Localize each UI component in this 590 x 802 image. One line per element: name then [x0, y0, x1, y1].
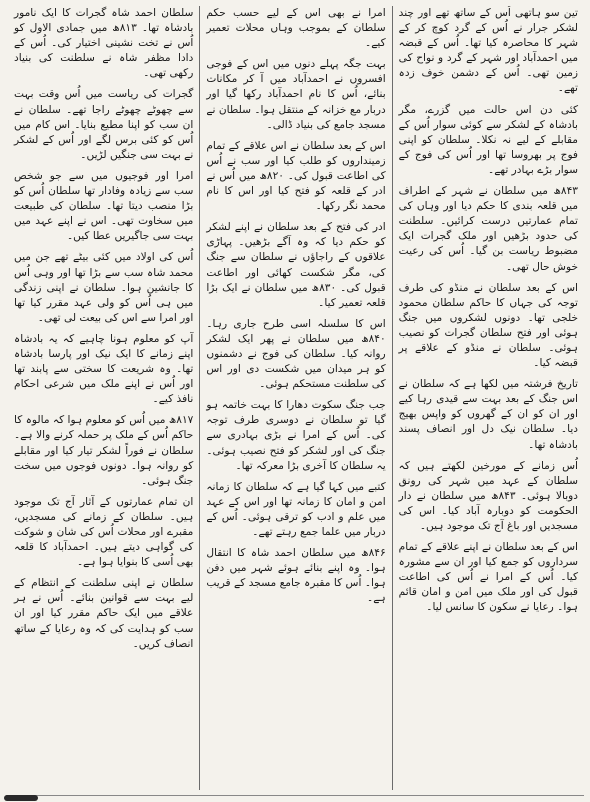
paragraph: تاریخ فرشتہ میں لکھا ہے کہ سلطان نے اس جنگ کے بعد بہت سے قیدی رہا کیے اور ان کو ان کے گھروں کو واپس بھیج دیا۔ سلطان نیک دل اور انصاف پسند بادشاہ تھا۔	[398, 378, 578, 451]
paragraph: اس کا سلسلہ اسی طرح جاری رہا۔ ۸۴۰ھ میں سلطان نے پھر ایک لشکر روانہ کیا۔ سلطان کی فوج نے دشمنوں کو ہر میدان میں شکست دی اور اس کی سلطنت مستحکم ہوئی۔	[206, 317, 386, 391]
paragraph: ۸۴۶ھ میں سلطان احمد شاہ کا انتقال ہوا۔ وہ اپنے بنائے ہوئے شہر میں دفن ہوا۔ اُس کا مقبرہ جامع مسجد کے قریب ہے۔	[206, 547, 386, 605]
paragraph: اس کے بعد سلطان نے اپنے علاقے کے تمام سرداروں کو جمع کیا اور ان سے مشورہ کیا۔ اُس کے امرا نے اُس کی اطاعت قبول کی اور ملک میں امن و امان قائم ہوا۔ رعایا نے سکون کا سانس لیا۔	[398, 541, 578, 614]
paragraph: جب جنگ سکوت دھارا کا بہت خاتمہ ہو گیا تو سلطان نے دوسری طرف توجہ کی۔ اُس کے امرا نے بڑی بہادری سے جنگ کی اور لشکر کو فتح نصیب ہوئی۔ یہ سلطان کا آخری بڑا معرکہ تھا۔	[206, 399, 386, 472]
column-left	[8, 6, 200, 790]
column-middle	[200, 6, 392, 790]
paragraph: ادر کی فتح کے بعد سلطان نے اپنے لشکر کو حکم دیا کہ وہ آگے بڑھیں۔ پہاڑی علاقوں کے راجاؤں نے سلطان سے جنگ کی، مگر شکست کھائی اور اطاعت قبول کی۔ ۸۳۰ھ میں سلطان نے ایک بڑا قلعہ تعمیر کیا۔	[206, 221, 386, 309]
paragraph: سلطان احمد شاہ گجرات کا ایک نامور بادشاہ تھا۔ ۸۱۳ھ میں جمادی الاول کو اُس نے تخت نشینی اختیار کی۔ اُس کے دادا مظفر شاہ نے سلطنت کی بنیاد رکھی تھی۔	[14, 7, 194, 80]
paragraph: ۸۱۷ھ میں اُس کو معلوم ہوا کہ مالوہ کا حاکم اُس کے ملک پر حملہ کرنے والا ہے۔ سلطان نے فوراً لشکر تیار کیا اور مقابلے کو روانہ ہوا۔ دونوں فوجوں میں سخت جنگ ہوئی۔	[14, 414, 194, 487]
paragraph: امرا اور فوجیوں میں سے جو شخص سب سے زیادہ وفادار تھا سلطان اُس کو بڑا منصب دیتا تھا۔ سلطان کی طبیعت میں سخاوت تھی۔ اس نے اپنے عہد میں بہت سی جاگیریں عطا کیں۔	[14, 169, 194, 243]
paragraph: سلطان نے اپنی سلطنت کے انتظام کے لیے بہت سے قوانین بنائے۔ اُس نے ہر علاقے میں ایک حاکم مقرر کیا اور ان سب کو ہدایت کی کہ وہ رعایا کے ساتھ انصاف کریں۔	[14, 577, 194, 650]
page-corner-mark	[4, 795, 38, 801]
paragraph: امرا نے بھی اس کے لیے حسب حکم سلطان کے بموجب وہاں محلات تعمیر کیے۔	[206, 7, 386, 50]
paragraph: آپ کو معلوم ہونا چاہیے کہ یہ بادشاہ اپنے زمانے کا ایک نیک اور پارسا بادشاہ تھا۔ وہ شریعت کا سختی سے پابند تھا اور اُس نے اپنے ملک میں شرعی احکام نافذ کیے۔	[14, 332, 194, 406]
bottom-rule	[6, 795, 584, 796]
paragraph: بہت جگہ پہلے دنوں میں اس کے فوجی افسروں نے احمدآباد میں آ کر مکانات بنائے، اُس کا نام احمدآباد رکھا گیا اور دربار مع خزانہ کے منتقل ہوا۔ سلطان نے مسجد جامع کی بنیاد ڈالی۔	[206, 58, 386, 131]
text-columns	[8, 6, 584, 790]
paragraph: اُس کی اولاد میں کئی بیٹے تھے جن میں محمد شاہ سب سے بڑا تھا اور وہی اُس کا جانشین ہوا۔ سلطان نے اپنی زندگی میں ہی اُس کو ولی عہد مقرر کیا تھا اور امرا سے اس کی بیعت لی تھی۔	[14, 251, 194, 324]
paragraph: اس کے بعد سلطان نے اس علاقے کے تمام زمینداروں کو طلب کیا اور سب نے اُس کی اطاعت قبول کی۔ ۸۲۰ھ میں اُس نے ادر کے قلعہ کو فتح کیا اور اس کا نام محمد نگر رکھا۔	[206, 139, 386, 213]
paragraph: کتبے میں کہا گیا ہے کہ سلطان کا زمانہ امن و امان کا زمانہ تھا اور اس کے عہد میں علم و ادب کو ترقی ہوئی۔ اُس کے دربار میں علما جمع رہتے تھے۔	[206, 480, 386, 538]
paragraph: اس کے بعد سلطان نے منڈو کی طرف توجہ کی جہاں کا حاکم سلطان محمود خلجی تھا۔ دونوں لشکروں میں جنگ ہوئی اور فتح سلطان گجرات کو نصیب ہوئی۔ سلطان نے منڈو کے علاقے پر قبضہ کیا۔	[398, 281, 578, 370]
paragraph: اُس زمانے کے مورخین لکھتے ہیں کہ سلطان کے عہد میں شہر کی رونق دوبالا ہوئی۔ ۸۴۳ھ میں سلطان نے دار الحکومت کو دوبارہ آباد کیا۔ اس کی مسجدیں اور باغ آج تک موجود ہیں۔	[398, 459, 578, 532]
paragraph: ۸۴۳ھ میں سلطان نے شہر کے اطراف میں قلعہ بندی کا حکم دیا اور وہاں کی تمام عمارتیں درست کرائیں۔ سلطنت کی حدود بڑھیں اور ملک گجرات ایک مضبوط ریاست بن گیا۔ اُس کی رعیت خوش حال تھی۔	[398, 185, 578, 273]
paragraph: کئی دن اس حالت میں گزرے، مگر بادشاہ کے لشکر سے کوئی سوار اُس کے مقابلے کے لیے نہ نکلا۔ سلطان کو اپنی فوج پر بھروسا تھا اور اُس کی فوج کے سوار بڑے بہادر تھے۔	[398, 103, 578, 176]
paragraph: گجرات کی ریاست میں اُس وقت بہت سے چھوٹے چھوٹے راجا تھے۔ سلطان نے ان سب کو اپنا مطیع بنایا۔ اس کام میں اُس کو کئی برس لگے اور اُس کے لشکر نے بہت سی جنگیں لڑیں۔	[14, 88, 194, 161]
paragraph: تین سو ہاتھی اُس کے ساتھ تھے اور چند لشکر جرار نے اُس کے گرد کوچ کر کے شہر کا محاصرہ کیا تھا۔ اُس کے قبضہ میں احمدآباد اور شہر کے گرد و نواح کی زمین تھی۔ اُس کے دشمن خوف زدہ تھے۔	[398, 7, 578, 95]
column-right	[393, 6, 584, 790]
paragraph: ان تمام عمارتوں کے آثار آج تک موجود ہیں۔ سلطان کے زمانے کی مسجدیں، مقبرے اور محلات اُس کی شان و شوکت کی گواہی دیتے ہیں۔ احمدآباد کا قلعہ بھی اُسی کا بنوایا ہوا ہے۔	[14, 495, 194, 569]
